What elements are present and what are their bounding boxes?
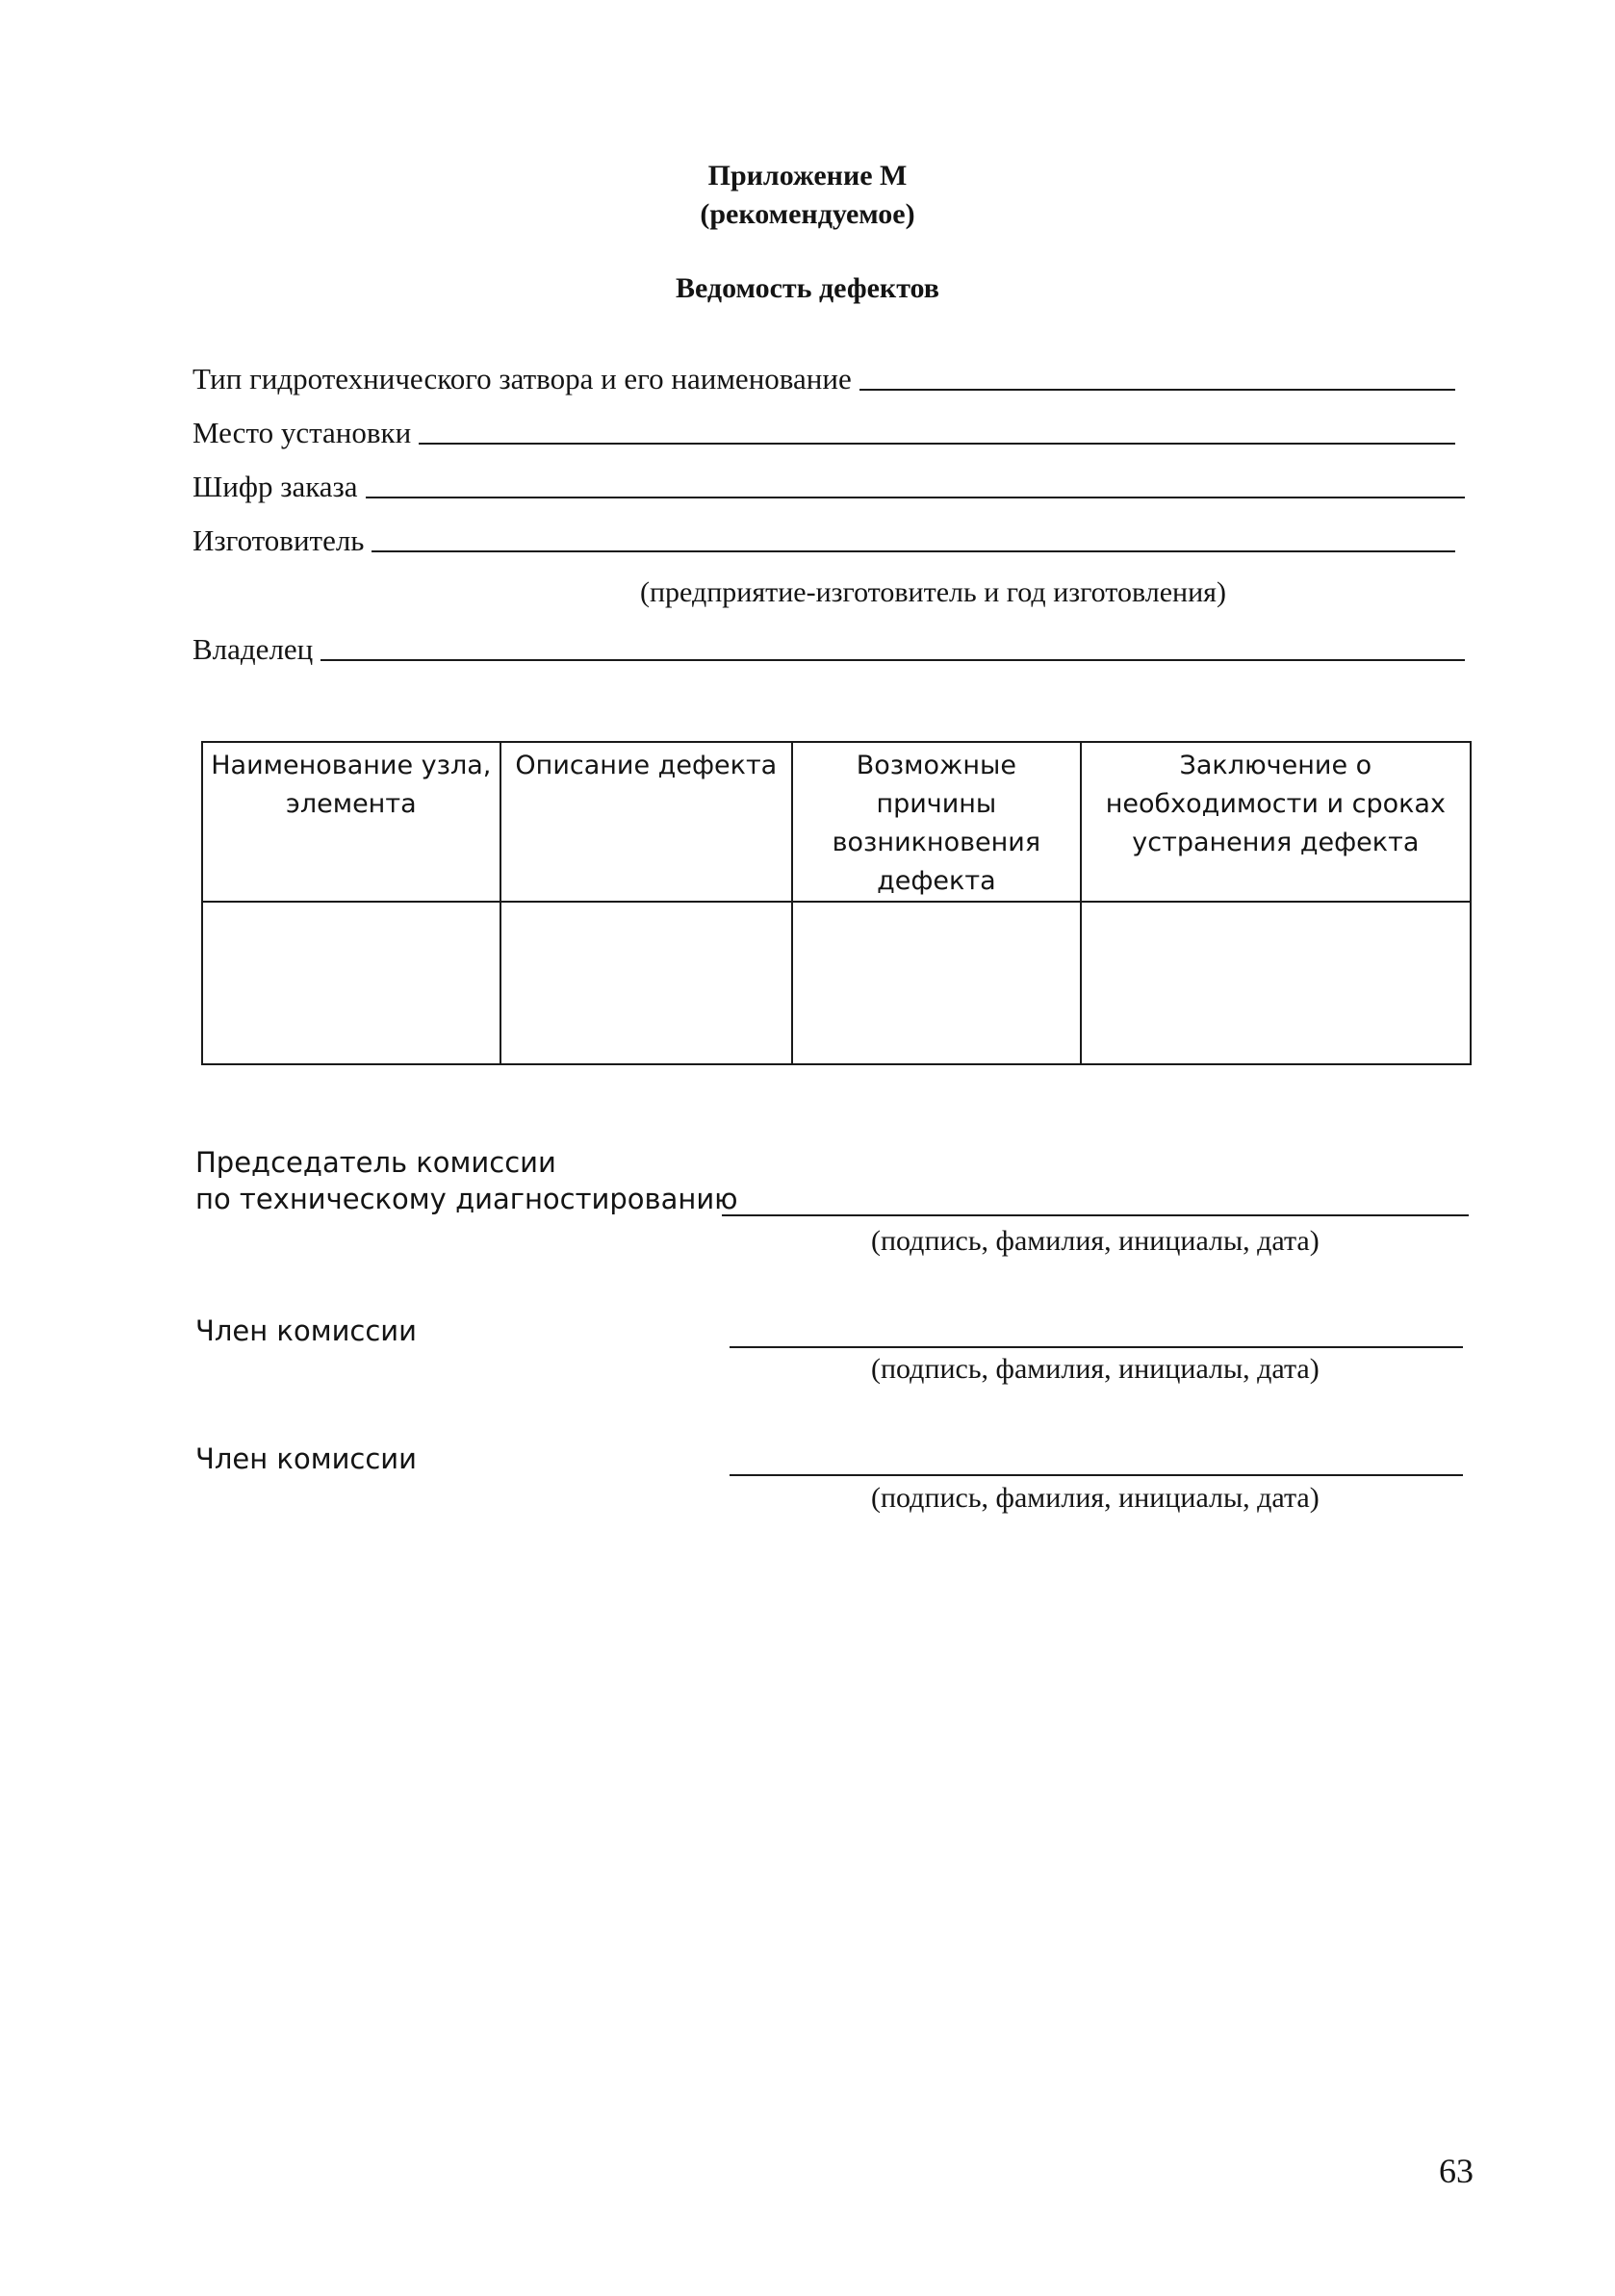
member1-signature-line[interactable] <box>730 1346 1463 1348</box>
order-code-field[interactable] <box>192 466 1465 504</box>
header-element-name: Наименование узла, элемента <box>202 742 500 902</box>
member1-label: Член комиссии <box>195 1314 418 1347</box>
member2-label: Член комиссии <box>195 1442 418 1475</box>
table-cell[interactable] <box>500 902 792 1064</box>
manufacturer-field[interactable] <box>192 520 1455 558</box>
header-defect-description: Описание дефекта <box>500 742 792 902</box>
gate-type-label: Тип гидротехнического затвора и его наименование <box>192 362 852 395</box>
defects-table <box>201 741 1472 1065</box>
owner-field[interactable] <box>192 628 1465 667</box>
header-conclusion: Заключение о необходимости и сроках устранения дефекта <box>1081 742 1471 902</box>
table-cell[interactable] <box>792 902 1081 1064</box>
location-line[interactable] <box>419 442 1455 445</box>
manufacturer-line[interactable] <box>372 549 1455 552</box>
order-code-line[interactable] <box>366 496 1465 498</box>
header-possible-causes: Возможные причины возникновения дефекта <box>792 742 1081 902</box>
member1-signature-hint: (подпись, фамилия, инициалы, дата) <box>871 1353 1320 1385</box>
owner-label: Владелец <box>192 632 314 666</box>
location-field[interactable] <box>192 412 1455 450</box>
table-cell[interactable] <box>202 902 500 1064</box>
chairman-label-line1: Председатель комиссии <box>195 1146 556 1179</box>
member2-signature-hint: (подпись, фамилия, инициалы, дата) <box>871 1482 1320 1514</box>
chairman-label-line2: по техническому диагностированию <box>195 1183 738 1215</box>
table-header-row <box>202 742 1471 902</box>
chairman-signature-line[interactable] <box>722 1214 1469 1216</box>
table-row <box>202 902 1471 1064</box>
owner-line[interactable] <box>320 658 1465 661</box>
manufacturer-label: Изготовитель <box>192 523 365 557</box>
manufacturer-hint: (предприятие-изготовитель и год изготовления) <box>640 576 1226 608</box>
gate-type-line[interactable] <box>859 388 1455 391</box>
appendix-title: Приложение М <box>707 160 908 191</box>
gate-type-field[interactable] <box>192 358 1455 396</box>
appendix-status: (рекомендуемое) <box>700 198 915 230</box>
location-label: Место установки <box>192 416 412 449</box>
chairman-signature-hint: (подпись, фамилия, инициалы, дата) <box>871 1225 1320 1257</box>
member2-signature-line[interactable] <box>730 1474 1463 1476</box>
table-cell[interactable] <box>1081 902 1471 1064</box>
order-code-label: Шифр заказа <box>192 470 358 503</box>
document-title: Ведомость дефектов <box>676 272 939 304</box>
page-number: 63 <box>1439 2152 1474 2190</box>
